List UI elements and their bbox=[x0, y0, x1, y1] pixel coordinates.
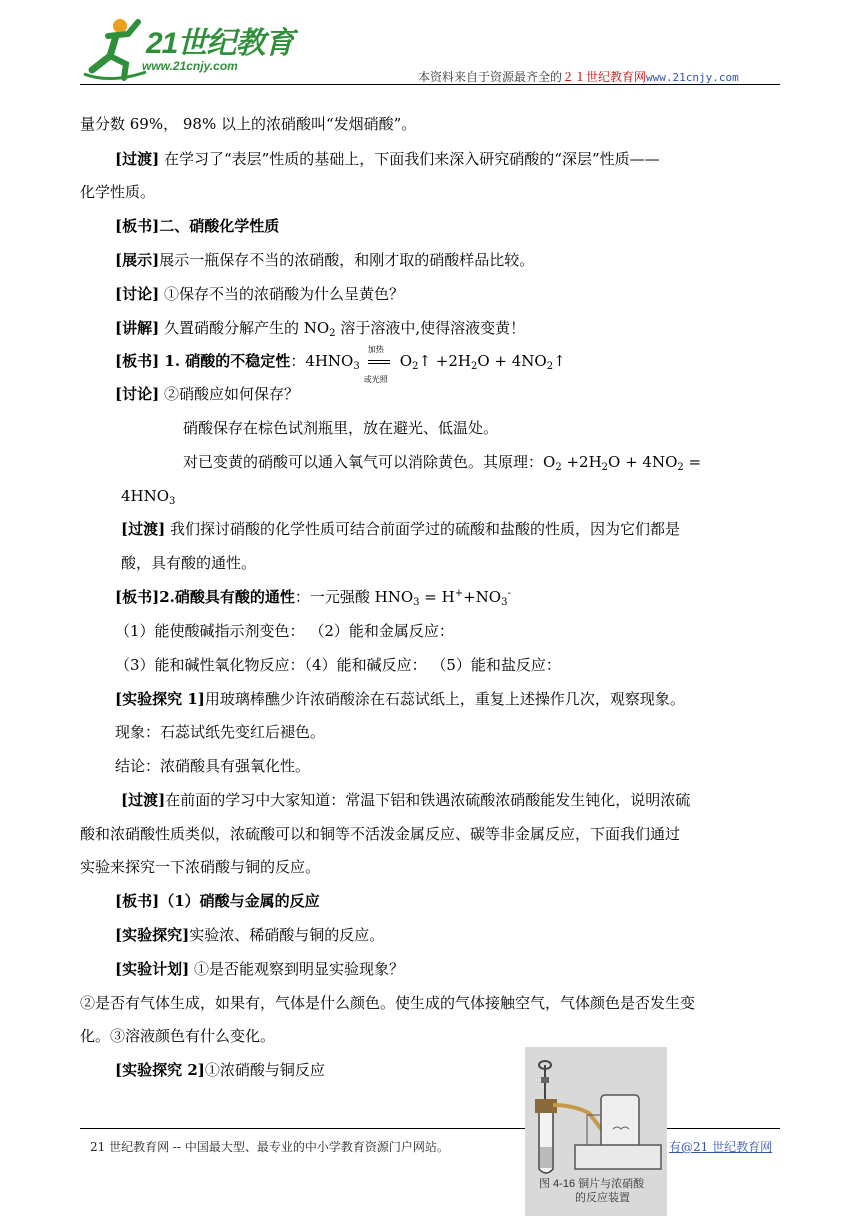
section-tag: [实验计划] bbox=[115, 960, 190, 978]
text-line bbox=[121, 519, 680, 539]
equation-line bbox=[183, 452, 701, 472]
figure-caption bbox=[539, 1177, 644, 1205]
text-line: 实验来探究一下浓硝酸与铜的反应。 bbox=[80, 858, 321, 876]
line-text: 溶于溶液中,使得溶液变黄！ bbox=[335, 319, 526, 337]
runner-logo-icon bbox=[80, 14, 150, 82]
line-text: 在学习了“表层”性质的基础上，下面我们来深入研究硝酸的“深层”性质—— bbox=[159, 150, 660, 168]
text-line: 硝酸保存在棕色试剂瓶里，放在避光、低温处。 bbox=[183, 419, 499, 437]
header-divider bbox=[80, 84, 780, 85]
text-line: ②是否有气体生成，如果有，气体是什么颜色。使生成的气体接触空气，气体颜色是否发生变 bbox=[80, 994, 696, 1012]
subscript: 3 bbox=[353, 361, 360, 372]
text-line bbox=[115, 149, 660, 169]
condition-top: 加热 bbox=[367, 345, 384, 354]
section-tag: [讨论] bbox=[115, 385, 160, 403]
site-logo bbox=[80, 14, 300, 84]
line-text: 久置硝酸分解产生的 NO bbox=[159, 319, 330, 337]
header-note-brand: ２１世纪教育网 bbox=[562, 70, 647, 84]
section-tag: [展示] bbox=[115, 251, 160, 269]
board-heading: [板书]（1）硝酸与金属的反应 bbox=[115, 892, 320, 910]
section-tag: [实验探究 1] bbox=[115, 690, 205, 708]
line-text: +NO bbox=[463, 588, 502, 606]
text-line bbox=[121, 790, 690, 810]
text-line: 化学性质。 bbox=[80, 183, 156, 201]
subscript: 3 bbox=[413, 597, 420, 608]
text-line bbox=[115, 250, 534, 270]
text-line: 酸和浓硝酸性质类似，浓硫酸可以和铜等不活泼金属反应、碳等非金属反应，下面我们通过 bbox=[80, 825, 681, 843]
line-text: ↑ bbox=[553, 352, 566, 370]
apparatus-figure bbox=[525, 1047, 667, 1216]
line-text: ①是否能观察到明显实验现象？ bbox=[189, 960, 404, 978]
text-line bbox=[115, 1060, 325, 1080]
line-text: ↑ +2H bbox=[418, 352, 471, 370]
caption-line: 的反应装置 bbox=[575, 1192, 630, 1204]
line-text: ①保存不当的浓硝酸为什么呈黄色？ bbox=[159, 285, 404, 303]
footer-divider bbox=[80, 1128, 780, 1129]
equals-bar bbox=[368, 360, 390, 361]
subscript: 2 bbox=[601, 462, 609, 473]
footer-text: 21 世纪教育网 -- 中国最大型、最专业的中小学教育资源门户网站。 bbox=[90, 1140, 449, 1154]
subscript: 2 bbox=[329, 328, 336, 339]
line-text: ：一元强酸 HNO bbox=[294, 588, 414, 606]
section-tag: [板书]2.硝酸具有酸的通性 bbox=[115, 588, 295, 606]
text-line bbox=[115, 284, 404, 304]
line-text: 我们探讨硝酸的化学性质可结合前面学过的硫酸和盐酸的性质，因为它们都是 bbox=[165, 520, 680, 538]
line-text: ①浓硝酸与铜反应 bbox=[204, 1061, 325, 1079]
line-text: = H bbox=[419, 588, 455, 606]
text-line bbox=[115, 959, 404, 979]
line-text: +2H bbox=[561, 453, 602, 471]
line-text: 实验浓、稀硝酸与铜的反应。 bbox=[189, 926, 385, 944]
text-line bbox=[115, 689, 685, 709]
section-tag: [实验探究 2] bbox=[115, 1061, 205, 1079]
footer-link[interactable]: 有@21 世纪教育网 bbox=[669, 1140, 773, 1154]
section-tag: [板书] 1. 硝酸的不稳定性 bbox=[115, 352, 291, 370]
subscript: 3 bbox=[501, 597, 508, 608]
header-note bbox=[418, 68, 739, 85]
text-line: （1）能使酸碱指示剂变色： （2）能和金属反应： bbox=[115, 622, 454, 640]
section-tag: [过渡] bbox=[121, 791, 166, 809]
section-tag: [过渡] bbox=[115, 150, 160, 168]
subscript: 2 bbox=[470, 361, 478, 372]
text-line: （3）能和碱性氧化物反应：（4）能和碱反应： （5）能和盐反应： bbox=[115, 656, 561, 674]
line-text: ②硝酸应如何保存？ bbox=[159, 385, 299, 403]
line-text: 对已变黄的硝酸可以通入氧气可以消除黄色。其原理：O bbox=[183, 453, 556, 471]
subscript: 2 bbox=[677, 462, 684, 473]
subscript: 3 bbox=[169, 496, 176, 507]
board-heading: [板书]二、硝酸化学性质 bbox=[115, 217, 280, 235]
text-line bbox=[115, 384, 299, 404]
subscript: 2 bbox=[412, 361, 419, 372]
line-text: O bbox=[399, 352, 413, 370]
line-text: 展示一瓶保存不当的浓硝酸，和刚才取的硝酸样品比较。 bbox=[159, 251, 535, 269]
text-line: 化。③溶液颜色有什么变化。 bbox=[80, 1027, 276, 1045]
logo-wordmark: 21世纪教育 bbox=[146, 27, 294, 60]
apparatus-illustration-icon bbox=[525, 1047, 667, 1175]
line-text: O + 4NO bbox=[608, 453, 678, 471]
line-text: ：4HNO bbox=[290, 352, 354, 370]
text-line: 结论：浓硝酸具有强氧化性。 bbox=[115, 757, 311, 775]
line-text: O + 4NO bbox=[477, 352, 547, 370]
equals-bar bbox=[368, 363, 390, 364]
text-line: 酸，具有酸的通性。 bbox=[121, 554, 257, 572]
caption-line: 图 4-16 铜片与浓硝酸 bbox=[539, 1178, 645, 1190]
reaction-condition bbox=[363, 345, 394, 384]
superscript: + bbox=[454, 588, 464, 599]
equation-line bbox=[115, 587, 511, 607]
header-note-url[interactable]: www.21cnjy.com bbox=[646, 71, 739, 84]
equation-line bbox=[121, 486, 175, 506]
text-line: 现象：石蕊试纸先变红后褪色。 bbox=[115, 723, 326, 741]
header-note-prefix: 本资料来自于资源最齐全的 bbox=[418, 70, 563, 84]
text-line: 量分数 69%， 98% 以上的浓硝酸叫“发烟硝酸”。 bbox=[80, 115, 417, 133]
section-tag: [讨论] bbox=[115, 285, 160, 303]
equation-line bbox=[115, 345, 566, 384]
line-text: 用玻璃棒醮少许浓硝酸涂在石蕊试纸上，重复上述操作几次，观察现象。 bbox=[204, 690, 685, 708]
line-text: 4HNO bbox=[121, 487, 170, 505]
subscript: 2 bbox=[546, 361, 554, 372]
condition-bottom: 或光照 bbox=[363, 375, 388, 384]
section-tag: [讲解] bbox=[115, 319, 160, 337]
text-line bbox=[115, 925, 384, 945]
line-text: = bbox=[683, 453, 702, 471]
superscript: - bbox=[507, 588, 511, 599]
section-tag: [实验探究] bbox=[115, 926, 190, 944]
subscript: 2 bbox=[555, 462, 562, 473]
line-text: 在前面的学习中大家知道：常温下铝和铁遇浓硫酸浓硝酸能发生钝化，说明浓硫 bbox=[165, 791, 691, 809]
text-line bbox=[115, 318, 525, 338]
logo-url: www.21cnjy.com bbox=[142, 59, 238, 73]
section-tag: [过渡] bbox=[121, 520, 166, 538]
